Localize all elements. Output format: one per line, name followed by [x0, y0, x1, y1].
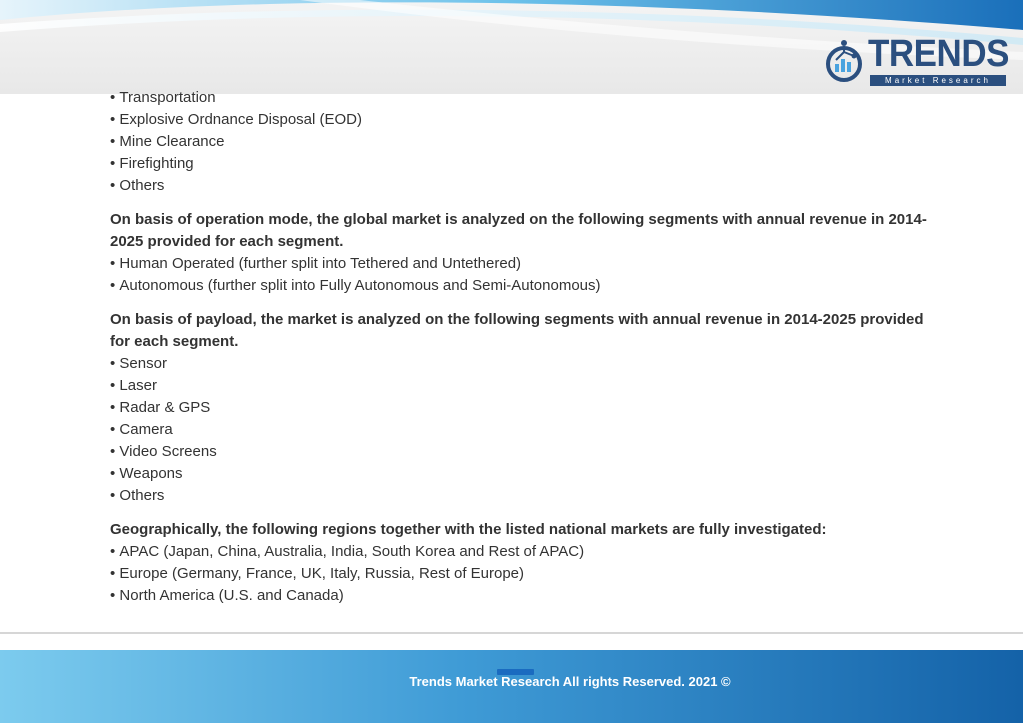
list-item: • Human Operated (further split into Tethered and Untethered) [110, 253, 940, 275]
operation-mode-list [110, 253, 940, 297]
section-heading: On basis of operation mode, the global market is analyzed on the following segments with annual revenue in 2014-2025 provided for each segment. [110, 211, 927, 250]
list-item: • Autonomous (further split into Fully Autonomous and Semi-Autonomous) [110, 275, 940, 297]
list-item: • Radar & GPS [110, 397, 940, 419]
list-item: • Explosive Ordnance Disposal (EOD) [110, 109, 940, 131]
payload-list [110, 353, 940, 507]
list-item: • Europe (Germany, France, UK, Italy, Russia, Rest of Europe) [110, 563, 940, 585]
page-header [0, 0, 1023, 94]
list-item: • Transportation [110, 87, 940, 109]
section-heading: On basis of payload, the market is analyzed on the following segments with annual revenue in 2014-2025 provided for each segment. [110, 311, 924, 350]
geography-list [110, 541, 940, 607]
list-item: • APAC (Japan, China, Australia, India, South Korea and Rest of APAC) [110, 541, 940, 563]
list-item: • Sensor [110, 353, 940, 375]
list-item: • Video Screens [110, 441, 940, 463]
analytics-icon [822, 38, 868, 84]
geography-section [110, 519, 940, 607]
list-item: • Laser [110, 375, 940, 397]
list-item: • Camera [110, 419, 940, 441]
application-list [110, 87, 940, 197]
list-item: • Others [110, 485, 940, 507]
page-footer [0, 650, 1023, 723]
list-item: • Mine Clearance [110, 131, 940, 153]
operation-mode-section [110, 209, 940, 297]
list-item: • North America (U.S. and Canada) [110, 585, 940, 607]
list-item: • Others [110, 175, 940, 197]
logo-tagline: Market Research [870, 75, 1006, 86]
logo-wordmark: TRENDS [868, 33, 1009, 75]
list-item: • Firefighting [110, 153, 940, 175]
copyright-text: Trends Market Research All rights Reserved. 2021 © [409, 674, 731, 689]
section-heading: Geographically, the following regions together with the listed national markets are fully investigated: [110, 521, 827, 538]
trends-logo [822, 34, 1012, 88]
document-body [110, 87, 940, 607]
footer-divider [0, 632, 1023, 634]
payload-section [110, 309, 940, 507]
list-item: • Weapons [110, 463, 940, 485]
